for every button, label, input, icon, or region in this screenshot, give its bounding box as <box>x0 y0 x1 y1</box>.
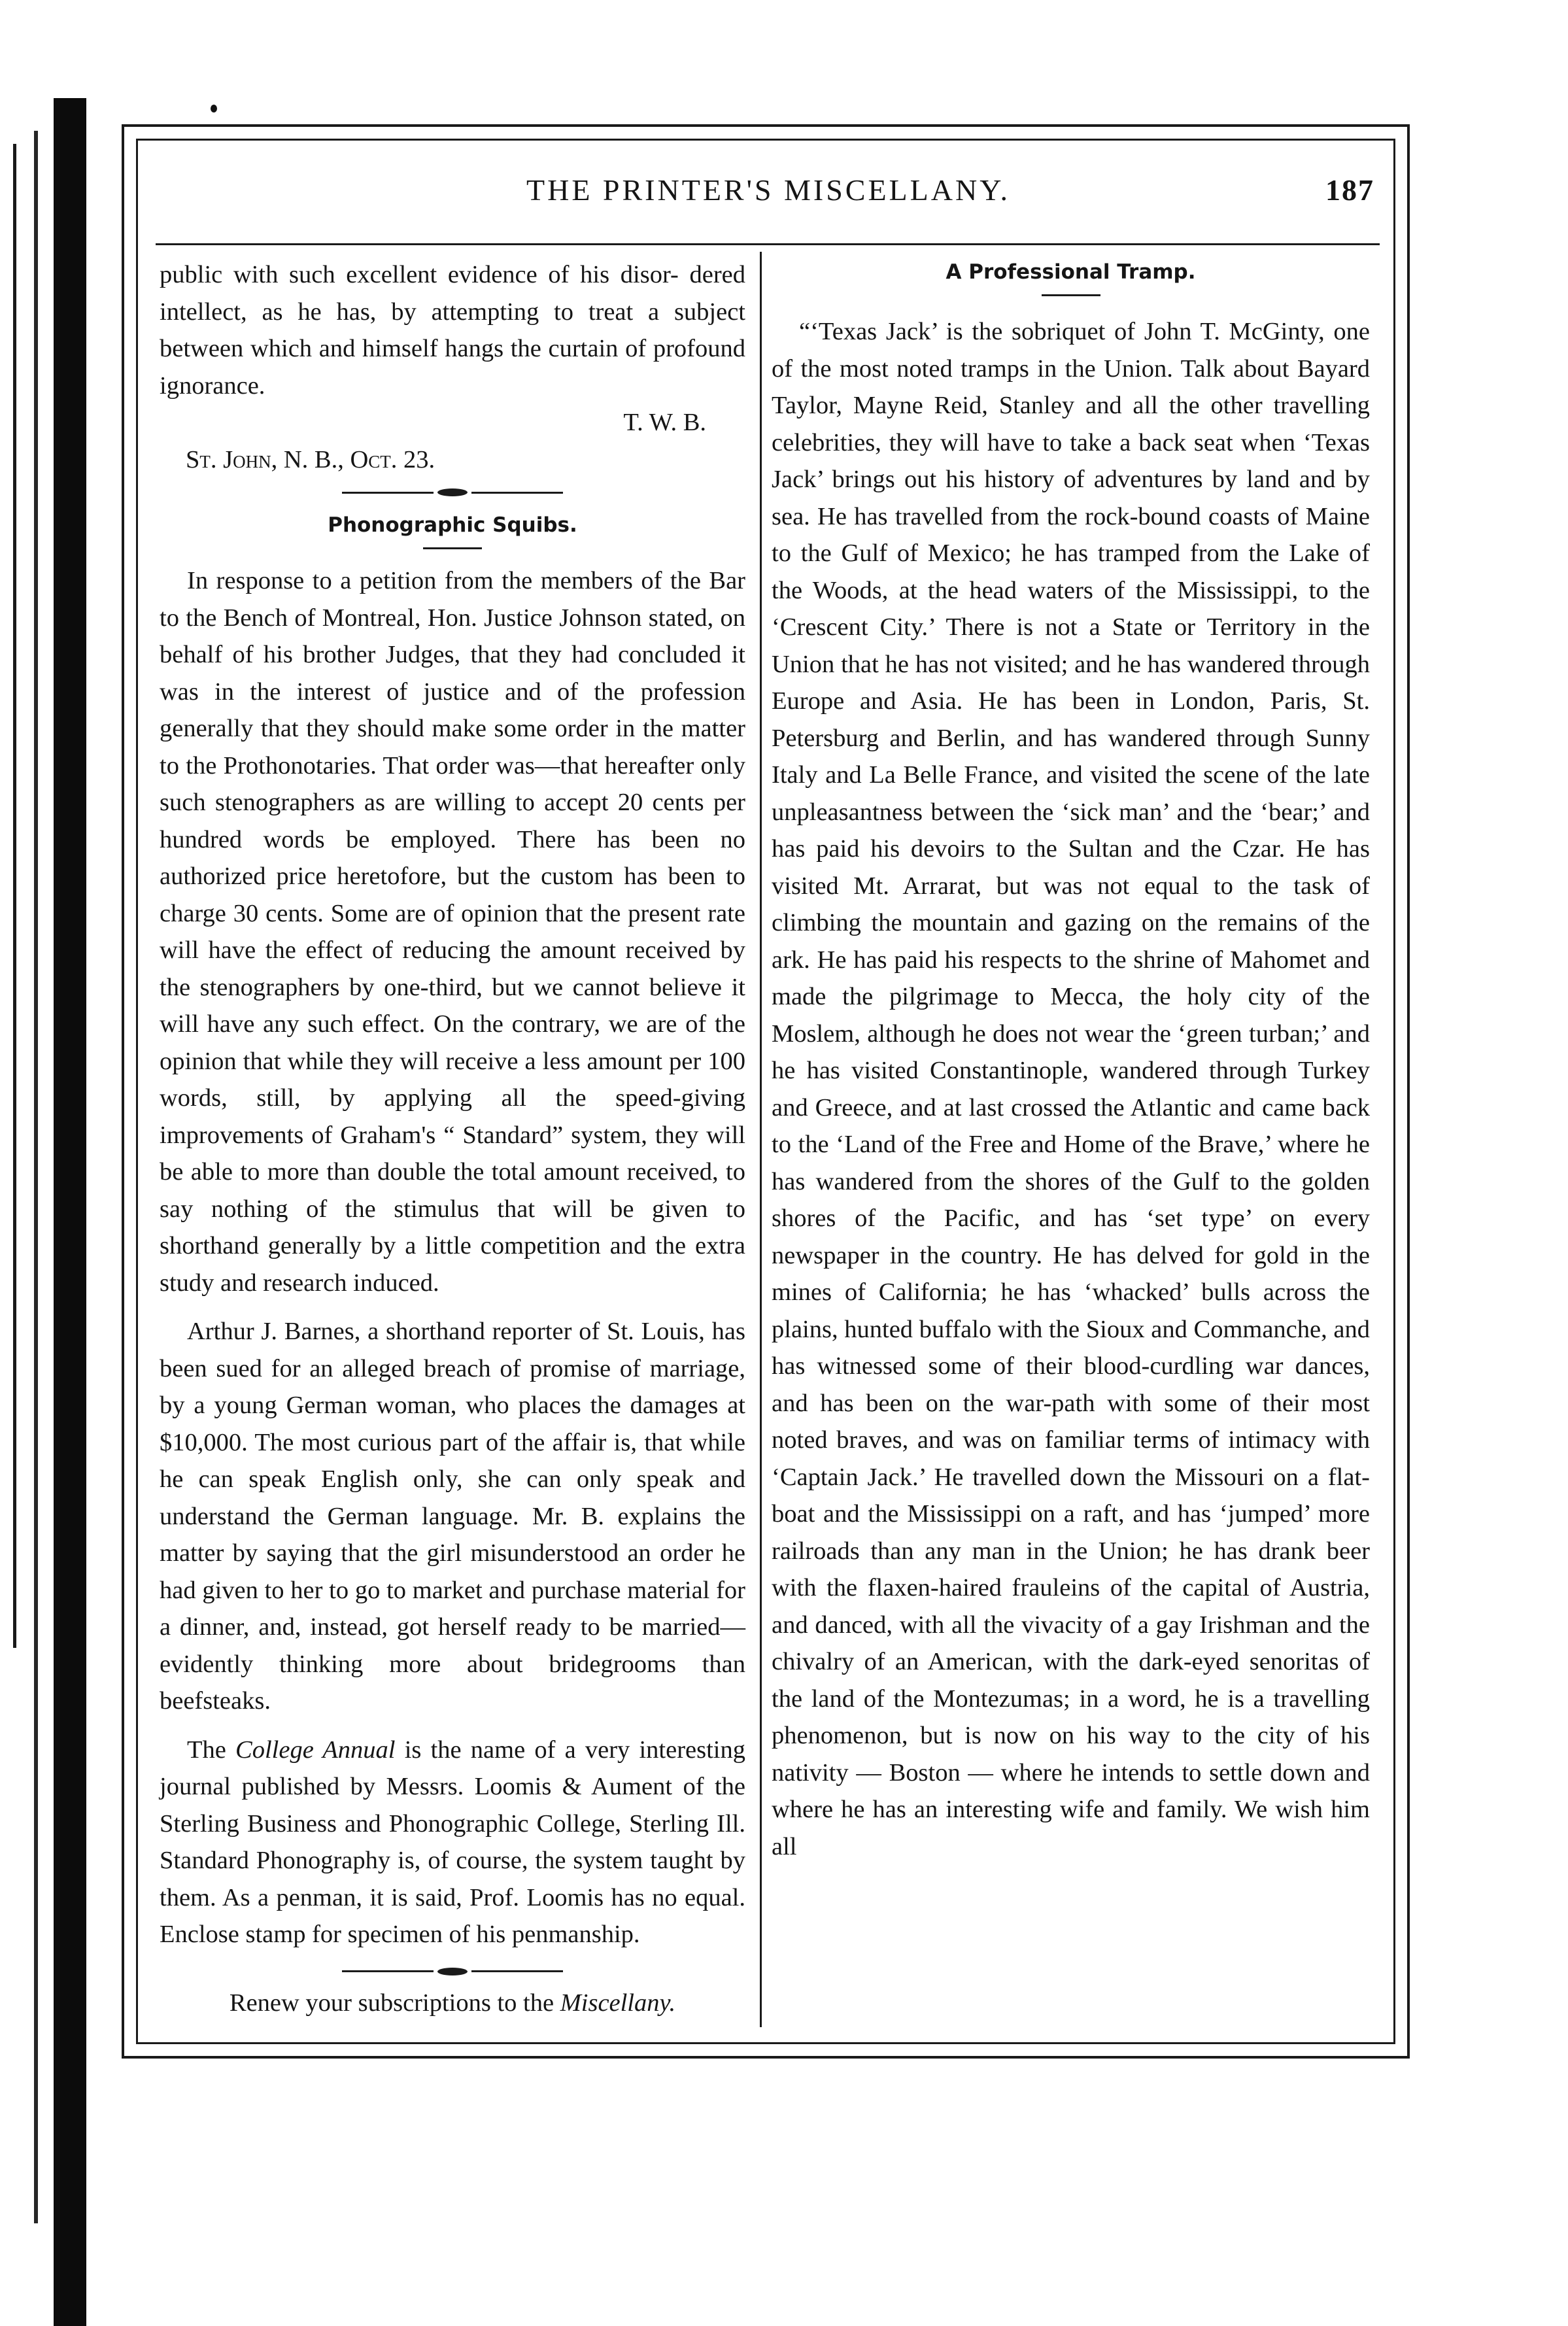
section-ornament <box>160 479 745 505</box>
text-run: is the name of a very interesting journal published by Messrs. Loomis & Aument of the Sterling Business and Phonographic College, Sterling Ill. Standard Phonography is, of course, the system taught by them. As a penman, it is said, Prof. Loomis has no equal. Enclose stamp for specimen of his penmanship. <box>160 1736 745 1948</box>
article-paragraph: In response to a petition from the members of the Bar to the Bench of Montreal, Hon. Justice Johnson stated, on behalf of his brother Judges, that they had concluded it was in the interest of justice and of the profession generally that they should make some order in the matter to the Prothonotaries. That order was—that hereafter only such stenographers as are willing to accept 20 cents per hundred words be employed. There has been no authorized price heretofore, but the custom has been to charge 30 cents. Some are of opinion that the present rate will have the effect of reducing the amount received by the stenographers by one-third, but we cannot believe it will have any such effect. On the contrary, we are of the opinion that while they will receive a less amount per 100 words, still, by applying all the speed-giving improvements of Graham's “ Standard” system, they will be able to more than double the total amount received, to say nothing of the stimulus that will be given to shorthand generally by a little competition and the extra study and research induced. <box>160 567 745 1297</box>
continued-line: a subject between which and himself hangs the <box>160 298 746 362</box>
magazine-title: Miscellany. <box>560 1989 676 2017</box>
section-heading-phonographic-squibs: Phonographic Squibs. <box>328 513 577 537</box>
left-column <box>160 256 745 2021</box>
section-heading-professional-tramp: A Professional Tramp. <box>946 260 1196 284</box>
page-number: 187 <box>1325 173 1374 207</box>
running-header <box>157 169 1380 228</box>
continued-line: curtain of profound ignorance. <box>160 335 746 400</box>
renew-notice <box>160 1985 745 2022</box>
journal-title: College Annual <box>235 1736 396 1764</box>
continued-line: dered intellect, as he has, by attempting to treat <box>160 261 745 326</box>
ink-speck <box>211 105 217 112</box>
section-ornament <box>160 1958 745 1985</box>
scan-edge-line <box>34 131 38 2223</box>
column-divider <box>760 252 762 2027</box>
continued-paragraph <box>160 256 745 404</box>
author-signature: T. W. B. <box>623 409 706 436</box>
article-paragraph: Arthur J. Barnes, a shorthand reporter of St. Louis, has been sued for an alleged breach of promise of marriage, by a young German woman, who places the damages at $10,000. The most curious part of the affair is, that while he can speak English only, she can only speak and understand the German language. Mr. B. explains the matter by saying that the girl misunderstood an order he had given to her to go to market and purchase material for a dinner, and, instead, got herself ready to be married—evidently thinking more about bridegrooms than beefsteaks. <box>160 1318 745 1715</box>
dateline: St. John, N. B., Oct. 23. <box>186 445 435 473</box>
header-rule <box>156 243 1380 245</box>
text-run: The <box>187 1736 236 1764</box>
continued-line: public with such excellent evidence of his disor- <box>160 261 679 288</box>
heading-rule <box>1042 294 1100 296</box>
heading-rule <box>423 547 482 549</box>
article-paragraph <box>160 1732 745 1953</box>
text-run: Renew your subscriptions to the <box>229 1989 560 2017</box>
article-paragraph: “‘Texas Jack’ is the sobriquet of John T. McGinty, one of the most noted tramps in the Union. Talk about Bayard Taylor, Mayne Reid, Stanley and all the other travelling celebrities, they will have to take a back seat when ‘Texas Jack’ brings out his history of adventures by land and by sea. He has travelled from the rock-bound coasts of Maine to the Gulf of Mexico; he has tramped from the Lake of the Woods, at the head waters of the Mississippi, to the ‘Crescent City.’ There is not a State or Territory in the Union that he has not visited; and he has wandered through Europe and Asia. He has been in London, Paris, St. Petersburg and Berlin, and has wandered through Sunny Italy and La Belle France, and visited the scene of the late unpleasantness between the ‘sick man’ and the ‘bear;’ and has paid his devoirs to the Sultan and the Czar. He has visited Mt. Arrarat, but was not equal to the task of climbing the mountain and gazing on the remains of the ark. He has paid his respects to the shrine of Mahomet and made the pilgrimage to Mecca, the holy city of the Moslem, although he does not wear the ‘green turban;’ and he has visited Constantinople, wandered through Turkey and Greece, and at last crossed the Atlantic and came back to the ‘Land of the Free and Home of the Brave,’ where he has wandered from the shores of the Gulf to the golden shores of the Pacific, and has ‘set type’ on every newspaper in the country. He has delved for gold in the mines of California; he has ‘whacked’ bulls across the plains, hunted buffalo with the Sioux and Commanche, and has witnessed some of their blood-curdling war dances, and has been on the war-path with some of their most noted braves, and was on familiar terms of intimacy with ‘Captain Jack.’ He travelled down the Missouri on a flat-boat and the Mississippi on a raft, and has ‘jumped’ more railroads than any man in the Union; he has drank beer with the flaxen-haired frauleins of the capital of Austria, and danced, with all the vivacity of a gay Irishman and the chivalry of an American, with the dark-eyed senoritas of the land of the Montezumas; in a word, he is a travelling phenomenon, but is now on his way to the city of his nativity — Boston — where he intends to settle down and where he has an interesting wife and family. We wish him all <box>772 318 1370 1860</box>
binding-shadow <box>54 98 86 2326</box>
scan-edge-line <box>13 144 16 1648</box>
right-column <box>772 256 1370 1865</box>
publication-title: THE PRINTER'S MISCELLANY. <box>526 173 1010 207</box>
